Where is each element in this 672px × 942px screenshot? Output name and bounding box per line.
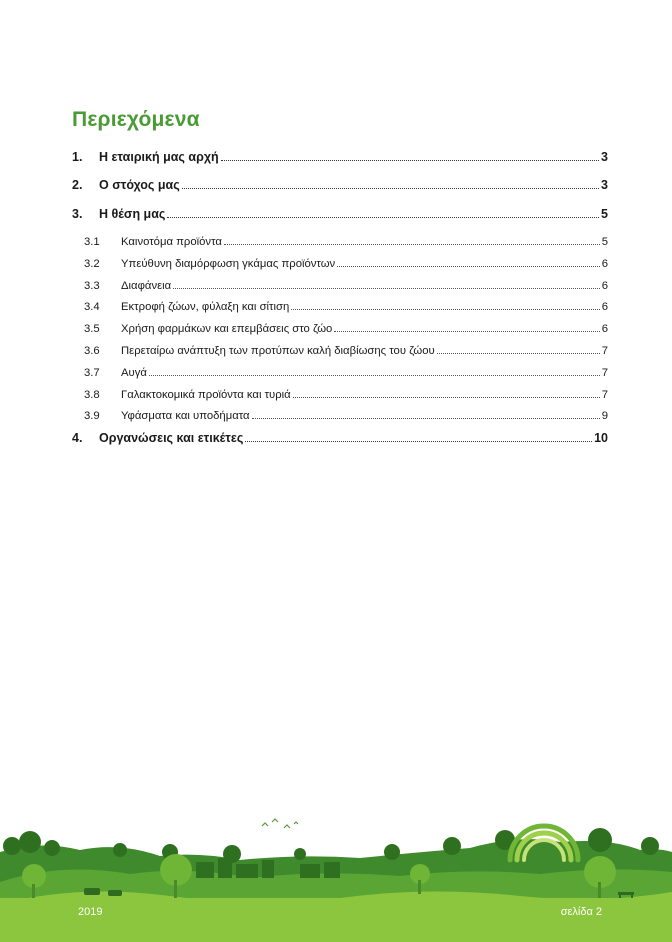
toc-entry-2[interactable] bbox=[72, 178, 608, 192]
dot-leader bbox=[337, 265, 600, 267]
toc-entry-3[interactable] bbox=[72, 207, 608, 221]
toc-number: 3.4 bbox=[84, 301, 100, 313]
toc-number: 3.6 bbox=[84, 345, 100, 357]
birds bbox=[262, 819, 298, 828]
toc-label: Διαφάνεια bbox=[121, 280, 172, 292]
toc-number: 3.3 bbox=[84, 280, 100, 292]
toc-page-number: 3 bbox=[601, 178, 608, 192]
toc-entry-3-3[interactable] bbox=[72, 280, 608, 292]
dot-leader bbox=[437, 352, 600, 354]
toc-entry-3-7[interactable] bbox=[72, 367, 608, 379]
toc-entry-1[interactable] bbox=[72, 150, 608, 164]
dot-leader bbox=[149, 374, 600, 376]
footer-year: 2019 bbox=[78, 906, 103, 918]
dot-leader bbox=[291, 308, 599, 310]
toc-entry-3-4[interactable] bbox=[72, 301, 608, 313]
toc-page-number: 7 bbox=[601, 389, 608, 401]
toc-page-number: 5 bbox=[601, 236, 608, 248]
toc-page-number: 6 bbox=[601, 301, 608, 313]
dot-leader bbox=[245, 440, 592, 442]
toc-number: 4. bbox=[72, 431, 83, 445]
toc-label: Οργανώσεις και ετικέτες bbox=[99, 431, 244, 445]
toc-entry-3-2[interactable] bbox=[72, 258, 608, 270]
toc-number: 1. bbox=[72, 150, 83, 164]
toc-entry-3-6[interactable] bbox=[72, 345, 608, 357]
toc-page-number: 7 bbox=[601, 345, 608, 357]
toc-number: 3.9 bbox=[84, 410, 100, 422]
toc-label: Αυγά bbox=[121, 367, 147, 379]
toc-page-number: 3 bbox=[601, 150, 608, 164]
landscape-illustration bbox=[0, 812, 672, 942]
dot-leader bbox=[252, 417, 600, 419]
toc-number: 2. bbox=[72, 178, 83, 192]
toc-label: Υφάσματα και υποδήματα bbox=[121, 410, 250, 422]
toc-label: Ο στόχος μας bbox=[99, 178, 180, 192]
toc-page-number: 6 bbox=[601, 323, 608, 335]
toc-page-number: 7 bbox=[601, 367, 608, 379]
toc-label: Περεταίρω ανάπτυξη των προτύπων καλή διαβίωσης του ζώου bbox=[121, 345, 435, 357]
toc-entry-3-8[interactable] bbox=[72, 389, 608, 401]
toc-page-number: 5 bbox=[601, 207, 608, 221]
toc-number: 3.7 bbox=[84, 367, 100, 379]
dot-leader bbox=[167, 216, 599, 218]
toc-number: 3. bbox=[72, 207, 83, 221]
toc-label: Χρήση φαρμάκων και επεμβάσεις στο ζώο bbox=[121, 323, 333, 335]
toc-number: 3.8 bbox=[84, 389, 100, 401]
toc-number: 3.2 bbox=[84, 258, 100, 270]
toc-label: Γαλακτοκομικά προϊόντα και τυριά bbox=[121, 389, 291, 401]
toc-entry-3-5[interactable] bbox=[72, 323, 608, 335]
toc-entry-4[interactable] bbox=[72, 431, 608, 445]
toc-label: Καινοτόμα προϊόντα bbox=[121, 236, 222, 248]
footer-page-number: σελίδα 2 bbox=[560, 906, 602, 918]
toc-label: Υπεύθυνη διαμόρφωση γκάμας προϊόντων bbox=[121, 258, 336, 270]
toc-page-number: 6 bbox=[601, 280, 608, 292]
dot-leader bbox=[221, 159, 599, 161]
toc-entry-3-9[interactable] bbox=[72, 410, 608, 422]
toc-label: Εκτροφή ζώων, φύλαξη και σίτιση bbox=[121, 301, 290, 313]
toc-label: Η εταιρική μας αρχή bbox=[99, 150, 219, 164]
toc-page-number: 6 bbox=[601, 258, 608, 270]
toc-label: Η θέση μας bbox=[99, 207, 166, 221]
toc-page-number: 9 bbox=[601, 410, 608, 422]
toc-page-number: 10 bbox=[594, 431, 608, 445]
toc-entry-3-1[interactable] bbox=[72, 236, 608, 248]
page-title: Περιεχόμενα bbox=[72, 108, 200, 131]
toc-number: 3.1 bbox=[84, 236, 100, 248]
dot-leader bbox=[182, 187, 599, 189]
toc-number: 3.5 bbox=[84, 323, 100, 335]
footer-band bbox=[0, 898, 672, 942]
dot-leader bbox=[224, 243, 600, 245]
dot-leader bbox=[293, 396, 600, 398]
dot-leader bbox=[334, 330, 599, 332]
dot-leader bbox=[173, 287, 600, 289]
